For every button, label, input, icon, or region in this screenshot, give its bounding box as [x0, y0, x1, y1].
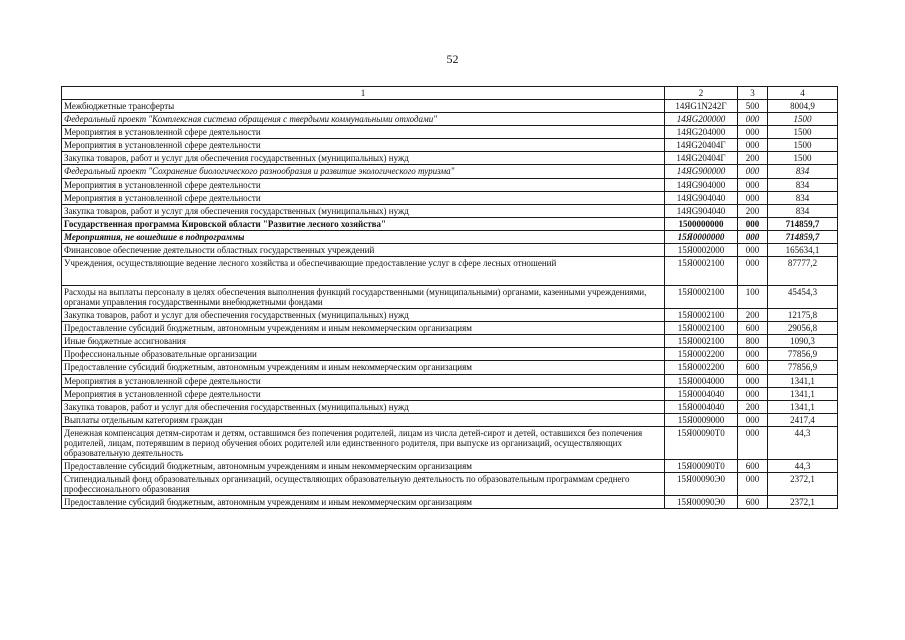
row-code: 15Я0002100	[665, 335, 738, 348]
row-amount: 2372,1	[768, 473, 838, 496]
row-amount: 44,3	[768, 460, 838, 473]
row-amount: 834	[768, 204, 838, 217]
table-row	[62, 217, 838, 230]
row-expense-type: 100	[738, 286, 768, 309]
row-code: 14ЯG204000	[665, 126, 738, 139]
row-amount: 714859,7	[768, 217, 838, 230]
row-expense-type: 600	[738, 460, 768, 473]
row-name: Мероприятия в установленной сфере деятельности	[62, 139, 665, 152]
row-expense-type: 000	[738, 178, 768, 191]
column-header-expense-type: 3	[738, 87, 768, 100]
row-expense-type: 200	[738, 309, 768, 322]
row-name: Предоставление субсидий бюджетным, автономным учреждениям и иным некоммерческим организациям	[62, 496, 665, 509]
row-name: Учреждения, осуществляющие ведение лесного хозяйства и обеспечивающие предоставление услуг в сфере лесных отношений	[62, 257, 665, 286]
row-code: 14ЯG904040	[665, 204, 738, 217]
row-name: Закупка товаров, работ и услуг для обеспечения государственных (муниципальных) нужд	[62, 309, 665, 322]
row-amount: 2417,4	[768, 413, 838, 426]
row-name: Финансовое обеспечение деятельности областных государственных учреждений	[62, 243, 665, 256]
row-name: Мероприятия, не вошедшие в подпрограммы	[62, 230, 665, 243]
row-amount: 29056,8	[768, 322, 838, 335]
table-row	[62, 257, 838, 286]
row-code: 15Я0002200	[665, 348, 738, 361]
row-code: 15Я00090Э0	[665, 496, 738, 509]
row-amount: 714859,7	[768, 230, 838, 243]
row-code: 14ЯG1N242Г	[665, 100, 738, 113]
row-amount: 8004,9	[768, 100, 838, 113]
budget-table	[61, 86, 838, 509]
row-amount: 77856,9	[768, 348, 838, 361]
row-expense-type: 000	[738, 191, 768, 204]
row-name: Мероприятия в установленной сфере деятельности	[62, 191, 665, 204]
row-expense-type: 000	[738, 217, 768, 230]
table-row	[62, 460, 838, 473]
table-row	[62, 387, 838, 400]
header-row	[62, 87, 838, 100]
row-amount: 1341,1	[768, 374, 838, 387]
table-row	[62, 139, 838, 152]
row-name: Мероприятия в установленной сфере деятельности	[62, 178, 665, 191]
page-number: 52	[446, 52, 459, 66]
row-expense-type: 000	[738, 348, 768, 361]
column-header-name: 1	[62, 87, 665, 100]
row-expense-type: 600	[738, 361, 768, 374]
row-expense-type: 600	[738, 496, 768, 509]
row-code: 14ЯG904000	[665, 178, 738, 191]
row-name: Профессиональные образовательные организации	[62, 348, 665, 361]
table-row	[62, 113, 838, 126]
table-row	[62, 309, 838, 322]
table-row	[62, 361, 838, 374]
table-row	[62, 322, 838, 335]
row-name: Федеральный проект "Комплексная система обращения с твердыми коммунальными отходами"	[62, 113, 665, 126]
table-row	[62, 191, 838, 204]
row-amount: 1500	[768, 126, 838, 139]
table-row	[62, 152, 838, 165]
row-name: Межбюджетные трансферты	[62, 100, 665, 113]
row-code: 15Я00090Т0	[665, 460, 738, 473]
row-amount: 1500	[768, 139, 838, 152]
table-row	[62, 400, 838, 413]
row-expense-type: 000	[738, 426, 768, 459]
row-expense-type: 600	[738, 322, 768, 335]
row-code: 15Я0002100	[665, 309, 738, 322]
row-amount: 1500	[768, 113, 838, 126]
table-row	[62, 348, 838, 361]
row-expense-type: 000	[738, 374, 768, 387]
row-expense-type: 500	[738, 100, 768, 113]
table-row	[62, 335, 838, 348]
row-amount: 1341,1	[768, 400, 838, 413]
row-code: 15Я0004040	[665, 387, 738, 400]
row-code: 15Я0002200	[665, 361, 738, 374]
row-name: Предоставление субсидий бюджетным, автономным учреждениям и иным некоммерческим организациям	[62, 322, 665, 335]
row-expense-type: 000	[738, 473, 768, 496]
table-row	[62, 426, 838, 459]
row-code: 1500000000	[665, 217, 738, 230]
row-name: Закупка товаров, работ и услуг для обеспечения государственных (муниципальных) нужд	[62, 204, 665, 217]
row-amount: 834	[768, 178, 838, 191]
budget-table-body	[62, 87, 838, 509]
row-amount: 44,3	[768, 426, 838, 459]
table-row	[62, 230, 838, 243]
table-row	[62, 100, 838, 113]
row-code: 14ЯG900000	[665, 165, 738, 178]
row-expense-type: 000	[738, 230, 768, 243]
row-amount: 12175,8	[768, 309, 838, 322]
row-code: 14ЯG200000	[665, 113, 738, 126]
row-expense-type: 000	[738, 165, 768, 178]
row-amount: 834	[768, 191, 838, 204]
row-expense-type: 000	[738, 113, 768, 126]
row-code: 15Я0009000	[665, 413, 738, 426]
row-expense-type: 000	[738, 257, 768, 286]
row-name: Мероприятия в установленной сфере деятельности	[62, 387, 665, 400]
row-name: Денежная компенсация детям-сиротам и детям, оставшимся без попечения родителей, лицам из числа детей-сирот и детей, оставшихся без попечения родителей, лицам, потерявшим в период обучения обоих родителей или единственного родителя, при выпуске из организаций, осуществляющих образовательную деятельность	[62, 426, 665, 459]
row-amount: 2372,1	[768, 496, 838, 509]
row-expense-type: 000	[738, 126, 768, 139]
row-amount: 45454,3	[768, 286, 838, 309]
row-name: Федеральный проект "Сохранение биологического разнообразия и развитие экологического туризма"	[62, 165, 665, 178]
row-code: 14ЯG20404Г	[665, 139, 738, 152]
row-amount: 1341,1	[768, 387, 838, 400]
table-row	[62, 178, 838, 191]
row-code: 15Я0002100	[665, 257, 738, 286]
table-row	[62, 473, 838, 496]
row-code: 15Я0000000	[665, 230, 738, 243]
row-name: Мероприятия в установленной сфере деятельности	[62, 126, 665, 139]
table-row	[62, 374, 838, 387]
row-code: 15Я0004000	[665, 374, 738, 387]
row-amount: 77856,9	[768, 361, 838, 374]
row-amount: 834	[768, 165, 838, 178]
table-row	[62, 413, 838, 426]
row-name: Закупка товаров, работ и услуг для обеспечения государственных (муниципальных) нужд	[62, 152, 665, 165]
row-code: 15Я0002100	[665, 322, 738, 335]
row-code: 14ЯG20404Г	[665, 152, 738, 165]
column-header-amount: 4	[768, 87, 838, 100]
row-amount: 87777,2	[768, 257, 838, 286]
row-expense-type: 200	[738, 204, 768, 217]
row-code: 15Я0004040	[665, 400, 738, 413]
row-expense-type: 000	[738, 413, 768, 426]
row-name: Государственная программа Кировской области "Развитие лесного хозяйства"	[62, 217, 665, 230]
column-header-code: 2	[665, 87, 738, 100]
row-amount: 1500	[768, 152, 838, 165]
row-code: 15Я00090Э0	[665, 473, 738, 496]
table-row	[62, 204, 838, 217]
row-amount: 1090,3	[768, 335, 838, 348]
row-expense-type: 000	[738, 139, 768, 152]
row-name: Предоставление субсидий бюджетным, автономным учреждениям и иным некоммерческим организациям	[62, 460, 665, 473]
row-expense-type: 000	[738, 243, 768, 256]
row-code: 15Я0002100	[665, 286, 738, 309]
row-name: Стипендиальный фонд образовательных организаций, осуществляющих образовательную деятельность по образовательным программам среднего профессионального образования	[62, 473, 665, 496]
table-row	[62, 286, 838, 309]
row-code: 15Я0002000	[665, 243, 738, 256]
row-name: Иные бюджетные ассигнования	[62, 335, 665, 348]
table-row	[62, 126, 838, 139]
row-name: Выплаты отдельным категориям граждан	[62, 413, 665, 426]
row-code: 15Я00090Т0	[665, 426, 738, 459]
row-expense-type: 200	[738, 152, 768, 165]
row-name: Расходы на выплаты персоналу в целях обеспечения выполнения функций государственными (муниципальными) органами, казенными учреждениями, органами управления государственными внебюджетными фондами	[62, 286, 665, 309]
row-name: Мероприятия в установленной сфере деятельности	[62, 374, 665, 387]
row-expense-type: 200	[738, 400, 768, 413]
table-row	[62, 165, 838, 178]
row-expense-type: 000	[738, 387, 768, 400]
row-expense-type: 800	[738, 335, 768, 348]
row-name: Предоставление субсидий бюджетным, автономным учреждениям и иным некоммерческим организациям	[62, 361, 665, 374]
row-name: Закупка товаров, работ и услуг для обеспечения государственных (муниципальных) нужд	[62, 400, 665, 413]
table-row	[62, 496, 838, 509]
table-row	[62, 243, 838, 256]
row-amount: 165634,1	[768, 243, 838, 256]
row-code: 14ЯG904040	[665, 191, 738, 204]
